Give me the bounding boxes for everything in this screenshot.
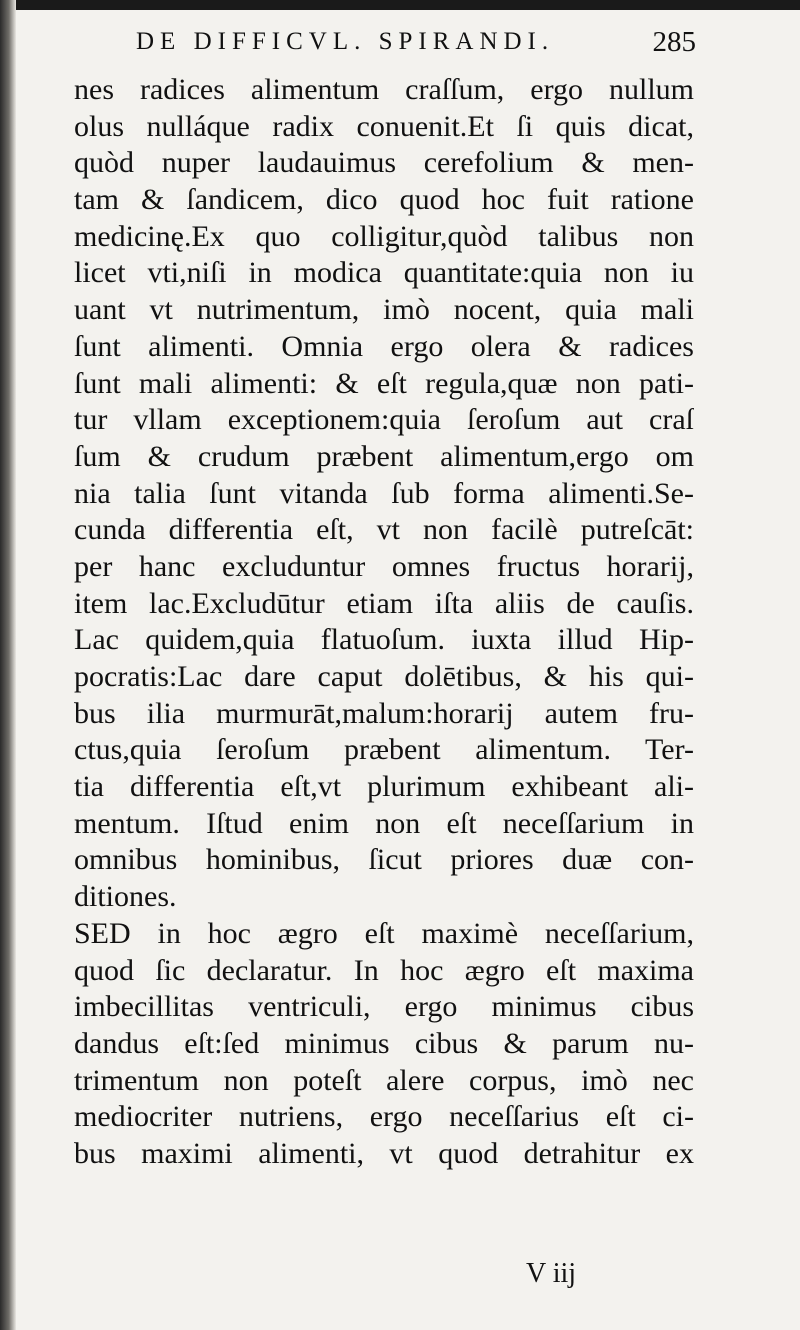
page-gutter-shadow [0,0,16,1330]
book-page [16,10,800,1330]
text-line: cunda differentia eſt, vt non facilè putreſcāt: [74,513,694,547]
text-line: tia differentia eſt,vt plurimum exhibeant ali- [74,770,694,804]
text-block [74,72,694,1173]
running-title: DE DIFFICVL. SPIRANDI. [136,28,555,55]
text-line: licet vti,niſi in modica quantitate:quia non iu [74,256,694,290]
text-line: quòd nuper laudauimus cerefolium & men- [74,146,694,180]
text-line: ctus,quia ſeroſum præbent alimentum. Ter- [74,733,694,767]
page-header [136,28,696,68]
text-line: ſum & crudum præbent alimentum,ergo om [74,439,694,473]
text-line: nia talia ſunt vitanda ſub forma alimenti.Se- [74,476,694,510]
text-line: bus ilia murmurāt,malum:horarij autem fru- [74,696,694,730]
text-line: ſunt alimenti. Omnia ergo olera & radices [74,329,694,363]
page-number: 285 [652,26,696,58]
text-line: nes radices alimentum craſſum, ergo nullum [74,73,694,106]
text-line: tam & ſandicem, dico quod hoc fuit ratione [74,183,694,217]
text-line: imbecillitas ventriculi, ergo minimus cibus [74,990,694,1024]
text-line: medicinę.Ex quo colligitur,quòd talibus non [74,219,694,253]
text-line: bus maximi alimenti, vt quod detrahitur ex [74,1136,694,1170]
text-line: uant vt nutrimentum, imò nocent, quia mali [74,293,694,327]
signature-mark: V iij [526,1258,577,1289]
text-line: pocratis:Lac dare caput dolētibus, & his qui- [74,660,694,693]
page-top-edge [0,0,800,10]
text-line: Lac quidem,quia flatuoſum. iuxta illud Hip- [74,623,694,657]
text-line: mentum. Iſtud enim non eſt neceſſarium in [74,806,694,840]
text-line: quod ſic declaratur. In hoc ægro eſt maxima [74,953,694,987]
text-line: ſunt mali alimenti: & eſt regula,quæ non pati- [74,366,694,400]
text-line-paragraph-start: SED in hoc ægro eſt maximè neceſſarium, [74,916,694,950]
text-line: trimentum non poteſt alere corpus, imò nec [74,1063,694,1097]
text-line: item lac.Excludūtur etiam iſta aliis de cauſis. [74,586,694,620]
text-line: dandus eſt:ſed minimus cibus & parum nu- [74,1026,694,1060]
text-line-paragraph-end: ditiones. [74,880,177,914]
text-line: olus nulláque radix conuenit.Et ſi quis dicat, [74,109,694,143]
text-line: tur vllam exceptionem:quia ſeroſum aut craſ [74,403,694,437]
text-line: omnibus hominibus, ſicut priores duæ con- [74,843,694,877]
text-line: per hanc excluduntur omnes fructus horarij, [74,549,694,583]
text-line: mediocriter nutriens, ergo neceſſarius eſt ci- [74,1100,694,1134]
